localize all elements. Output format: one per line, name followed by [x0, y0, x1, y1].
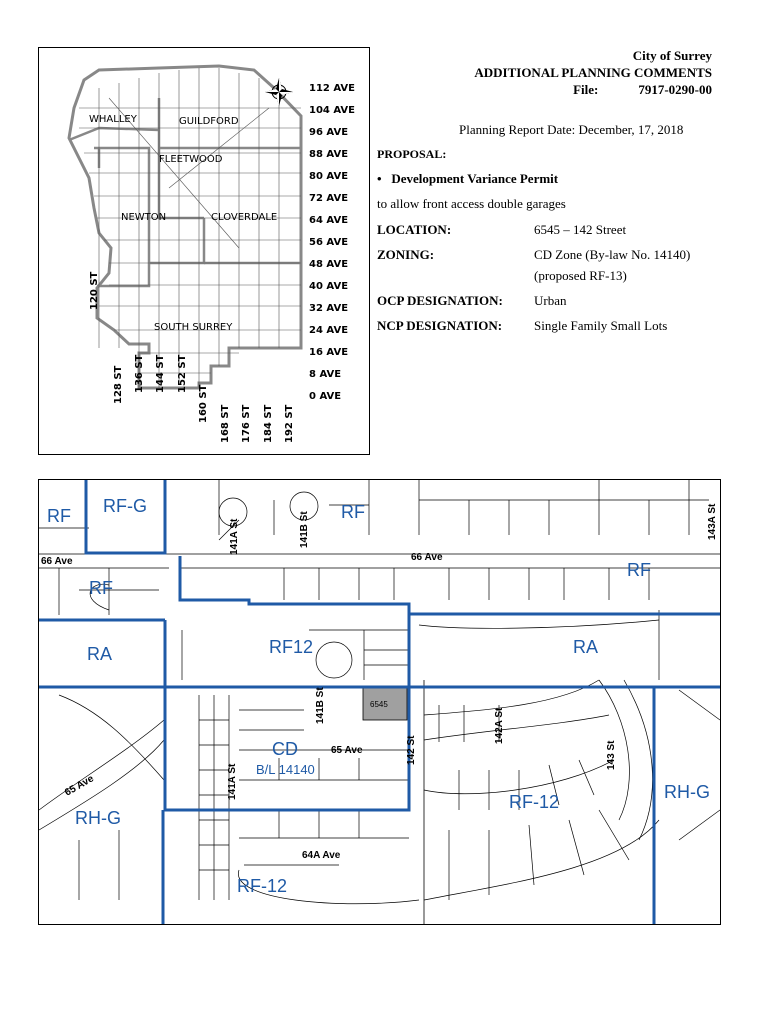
district-fleetwood: FLEETWOOD: [159, 154, 223, 165]
street-label: 143A St: [707, 503, 718, 540]
location-value: 6545 – 142 Street: [534, 222, 627, 237]
avenue-label: 96 AVE: [309, 127, 349, 138]
zone-label: RF-12: [237, 876, 288, 896]
zone-label: RF-G: [103, 496, 147, 516]
street-label: 120 ST: [89, 271, 100, 310]
zone-label: RH-G: [664, 782, 710, 802]
zoning-map: [38, 479, 721, 925]
street-label: 141A St: [229, 518, 240, 555]
zone-label: RF: [47, 506, 71, 526]
street-label: 128 ST: [113, 365, 124, 404]
street-label: 141B St: [315, 687, 326, 724]
zone-label: B/L 14140: [256, 762, 315, 777]
location-label: LOCATION:: [377, 222, 452, 237]
proposal-label: PROPOSAL:: [377, 147, 447, 161]
district-whalley: WHALLEY: [89, 114, 137, 125]
zoning-value: CD Zone (By-law No. 14140): [534, 247, 691, 262]
district-newton: NEWTON: [121, 212, 167, 223]
city-name: City of Surrey: [632, 48, 712, 63]
file-number: 7917-0290-00: [638, 82, 712, 97]
street-label: 168 ST: [220, 404, 231, 443]
street-label: 65 Ave: [331, 745, 363, 756]
street-label: 142A St: [494, 707, 505, 744]
zone-label: CD: [272, 739, 298, 759]
bullet-icon: •: [377, 171, 382, 186]
avenue-label: 104 AVE: [309, 105, 355, 116]
street-label: 152 ST: [177, 354, 188, 393]
avenue-label: 72 AVE: [309, 193, 349, 204]
district-guildford: GUILDFORD: [179, 116, 239, 127]
street-label: 65 Ave: [63, 773, 96, 799]
district-south-surrey: SOUTH SURREY: [154, 322, 233, 333]
avenue-label: 16 AVE: [309, 347, 349, 358]
street-label: 143 St: [606, 740, 617, 770]
avenue-label: 56 AVE: [309, 237, 349, 248]
avenue-label: 48 AVE: [309, 259, 349, 270]
avenue-labels: [309, 83, 355, 402]
avenue-label: 24 AVE: [309, 325, 349, 336]
ncp-label: NCP DESIGNATION:: [377, 318, 503, 333]
key-map: [38, 47, 370, 455]
file-row: [474, 81, 712, 98]
street-labels: [89, 271, 295, 443]
zone-label: RA: [87, 644, 113, 664]
avenue-label: 40 AVE: [309, 281, 349, 292]
street-label: 184 ST: [263, 404, 274, 443]
district-cloverdale: CLOVERDALE: [211, 212, 278, 223]
street-label: 141B St: [299, 511, 310, 548]
street-label: 136 ST: [134, 354, 145, 393]
avenue-label: 112 AVE: [309, 83, 355, 94]
street-label: 192 ST: [284, 404, 295, 443]
proposal-desc: to allow front access double garages: [377, 196, 566, 211]
avenue-label: 80 AVE: [309, 171, 349, 182]
zone-label: RF12: [269, 637, 314, 657]
street-label: 144 ST: [155, 354, 166, 393]
proposal-item-text: Development Variance Permit: [391, 171, 559, 186]
zone-label: RF: [89, 578, 113, 598]
zone-label: RF: [341, 502, 365, 522]
ocp-value: Urban: [534, 293, 567, 308]
avenue-label: 88 AVE: [309, 149, 349, 160]
avenue-label: 8 AVE: [309, 369, 342, 380]
report-date: Planning Report Date: December, 17, 2018: [459, 122, 684, 137]
ncp-value: Single Family Small Lots: [534, 318, 668, 333]
avenue-label: 64 AVE: [309, 215, 349, 226]
zone-label: RA: [573, 637, 599, 657]
street-label: 160 ST: [198, 384, 209, 423]
file-label: File:: [573, 82, 599, 97]
zoning-value-proposed: (proposed RF-13): [534, 268, 627, 283]
street-label: 141A St: [227, 763, 238, 800]
avenue-label: 32 AVE: [309, 303, 349, 314]
street-label: 176 ST: [241, 404, 252, 443]
zone-label: RF: [627, 560, 651, 580]
report-header: [474, 47, 712, 98]
proposal-item: [377, 171, 558, 187]
ocp-label: OCP DESIGNATION:: [377, 293, 503, 308]
street-label: 64A Ave: [302, 850, 341, 861]
zoning-label: ZONING:: [377, 247, 435, 262]
subject-lot-label: 6545: [370, 700, 388, 709]
header-title: ADDITIONAL PLANNING COMMENTS: [474, 65, 712, 80]
street-label: 66 Ave: [41, 556, 73, 567]
street-label: 66 Ave: [411, 552, 443, 563]
zone-label: RH-G: [75, 808, 121, 828]
avenue-label: 0 AVE: [309, 391, 342, 402]
street-label: 142 St: [406, 735, 417, 765]
zone-label: RF-12: [509, 792, 560, 812]
